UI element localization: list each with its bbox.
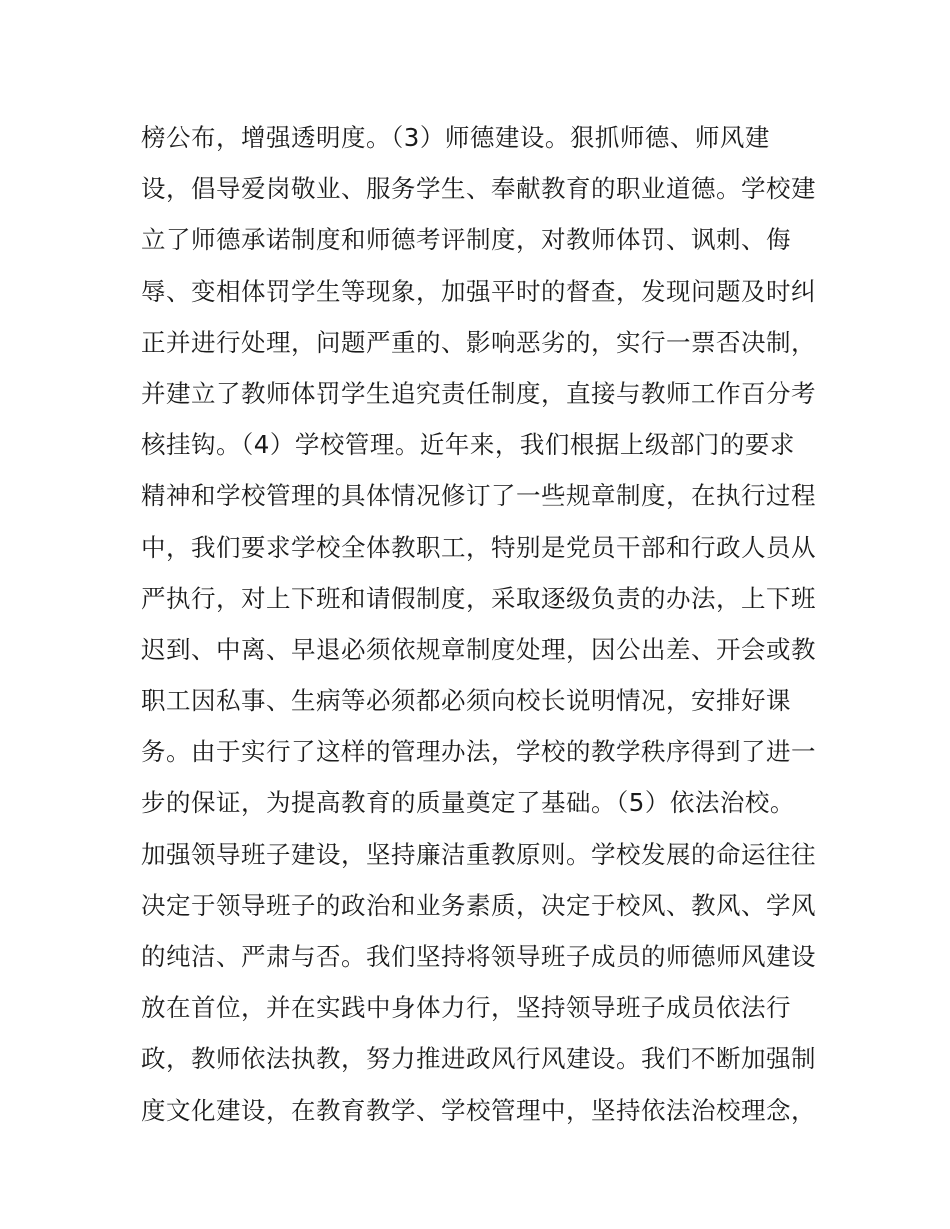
text-line: 度文化建设，在教育教学、学校管理中，坚持依法治校理念，	[141, 1095, 816, 1125]
text-line: 放在首位，并在实践中身体力行，坚持领导班子成员依法行	[141, 993, 791, 1023]
text-line: 决定于领导班子的政治和业务素质，决定于校风、教风、学风	[141, 890, 816, 920]
text-line: 中，我们要求学校全体教职工，特别是党员干部和行政人员从	[141, 532, 816, 562]
body-text	[141, 112, 821, 1136]
text-line: 严执行，对上下班和请假制度，采取逐级负责的办法，上下班	[141, 583, 816, 613]
text-line: 辱、变相体罚学生等现象，加强平时的督查，发现问题及时纠	[141, 276, 816, 306]
text-line: 榜公布，增强透明度。（3）师德建设。狠抓师德、师风建	[141, 123, 770, 152]
text-line: 务。由于实行了这样的管理办法，学校的教学秩序得到了进一	[141, 737, 816, 767]
text-line: 立了师德承诺制度和师德考评制度，对教师体罚、讽刺、侮	[141, 225, 791, 255]
text-line: 步的保证，为提高教育的质量奠定了基础。（5）依法治校。	[141, 788, 795, 818]
text-line: 迟到、中离、早退必须依规章制度处理，因公出差、开会或教	[141, 634, 816, 664]
text-line: 设，倡导爱岗敬业、服务学生、奉献教育的职业道德。学校建	[141, 174, 816, 204]
text-line: 正并进行处理，问题严重的、影响恶劣的，实行一票否决制，	[141, 327, 816, 357]
text-line: 核挂钩。（4）学校管理。近年来，我们根据上级部门的要求	[141, 430, 795, 460]
text-line: 的纯洁、严肃与否。我们坚持将领导班子成员的师德师风建设	[141, 942, 816, 971]
text-line: 职工因私事、生病等必须都必须向校长说明情况，安排好课	[141, 686, 791, 716]
text-line: 政，教师依法执教，努力推进政风行风建设。我们不断加强制	[141, 1044, 816, 1074]
text-line: 加强领导班子建设，坚持廉洁重教原则。学校发展的命运往往	[141, 839, 816, 869]
text-line: 精神和学校管理的具体情况修订了一些规章制度，在执行过程	[141, 481, 816, 511]
text-line: 并建立了教师体罚学生追究责任制度，直接与教师工作百分考	[141, 378, 816, 408]
